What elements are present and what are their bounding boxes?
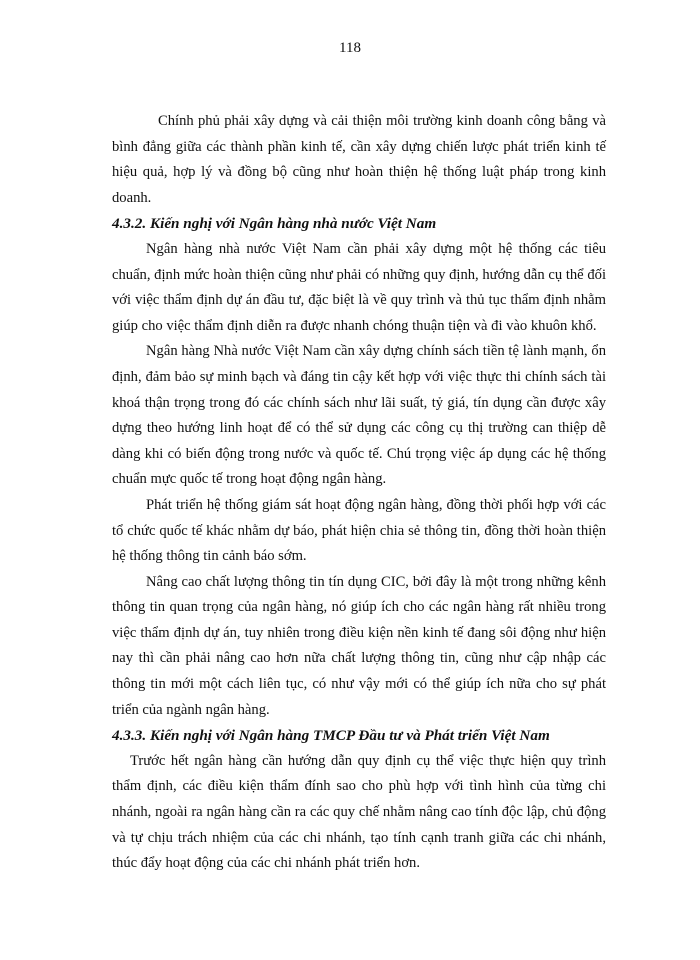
paragraph: Ngân hàng nhà nước Việt Nam cần phải xây dựng một hệ thống các tiêu chuẩn, định mức hoàn thiện cũng như phải có những quy định, hướng dẫn cụ thể đối với việc thẩm định dự án đầu tư, đặc biệt là về quy trình và thủ tục thẩm định nhằm giúp cho việc thẩm định diễn ra được nhanh chóng thuận tiện và đi vào khuôn khổ. — [112, 240, 606, 334]
paragraph: Trước hết ngân hàng cần hướng dẫn quy định cụ thể việc thực hiện quy trình thẩm định, các điều kiện thẩm đính sao cho phù hợp với tình hình của từng chi nhánh, ngoài ra ngân hàng cần ra các quy chế nhằm nâng cao tính độc lập, chủ động và tự chịu trách nhiệm của các chi nhánh, tạo tính cạnh tranh giữa các chi nhánh, thúc đẩy hoạt động của các chi nhánh phát triển hơn. — [112, 752, 606, 872]
section-heading-4-3-2: 4.3.2. Kiến nghị với Ngân hàng nhà nước Việt Nam — [112, 215, 437, 233]
intro-paragraph: Chính phủ phải xây dựng và cải thiện môi trường kinh doanh công bằng và bình đẳng giữa các thành phần kinh tế, cần xây dựng chiến lược phát triển kinh tế hiệu quả, hợp lý và đồng bộ cũng như hoàn thiện hệ thống luật pháp trong kinh doanh. — [112, 113, 606, 206]
paragraph: Phát triển hệ thống giám sát hoạt động ngân hàng, đồng thời phối hợp với các tổ chức quốc tế khác nhằm dự báo, phát hiện chia sẻ thông tin, đồng thời hoàn thiện hệ thống thông tin cảnh báo sớm. — [112, 496, 606, 565]
section-heading-4-3-3: 4.3.3. Kiến nghị với Ngân hàng TMCP Đầu tư và Phát triển Việt Nam — [112, 727, 550, 745]
page-number: 118 — [339, 40, 361, 56]
page-content — [112, 109, 606, 877]
paragraph: Ngân hàng Nhà nước Việt Nam cần xây dựng chính sách tiền tệ lành mạnh, ổn định, đảm bảo sự minh bạch và đáng tin cậy kết hợp với việc thực thi chính sách tài khoá thận trọng trong đó các chính sách như lãi suất, tỷ giá, tín dụng cần được xây dựng theo hướng linh hoạt để có thể sử dụng các công cụ thị trường can thiệp dễ dàng khi có biến động trong nước và quốc tế. Chú trọng việc áp dụng các hệ thống chuẩn mực quốc tế trong hoạt động ngân hàng. — [112, 343, 606, 488]
paragraph: Nâng cao chất lượng thông tin tín dụng CIC, bởi đây là một trong những kênh thông tin quan trọng của ngân hàng, nó giúp ích cho các ngân hàng rất nhiều trong việc thẩm định dự án, tuy nhiên trong điều kiện nền kinh tế đang sôi động như hiện nay thì cần phải nâng cao hơn nữa chất lượng thông tin, cũng như cập nhập các thông tin mới một cách liên tục, có như vậy mới có thể giúp ích nữa cho sự phát triển của ngành ngân hàng. — [112, 573, 606, 718]
